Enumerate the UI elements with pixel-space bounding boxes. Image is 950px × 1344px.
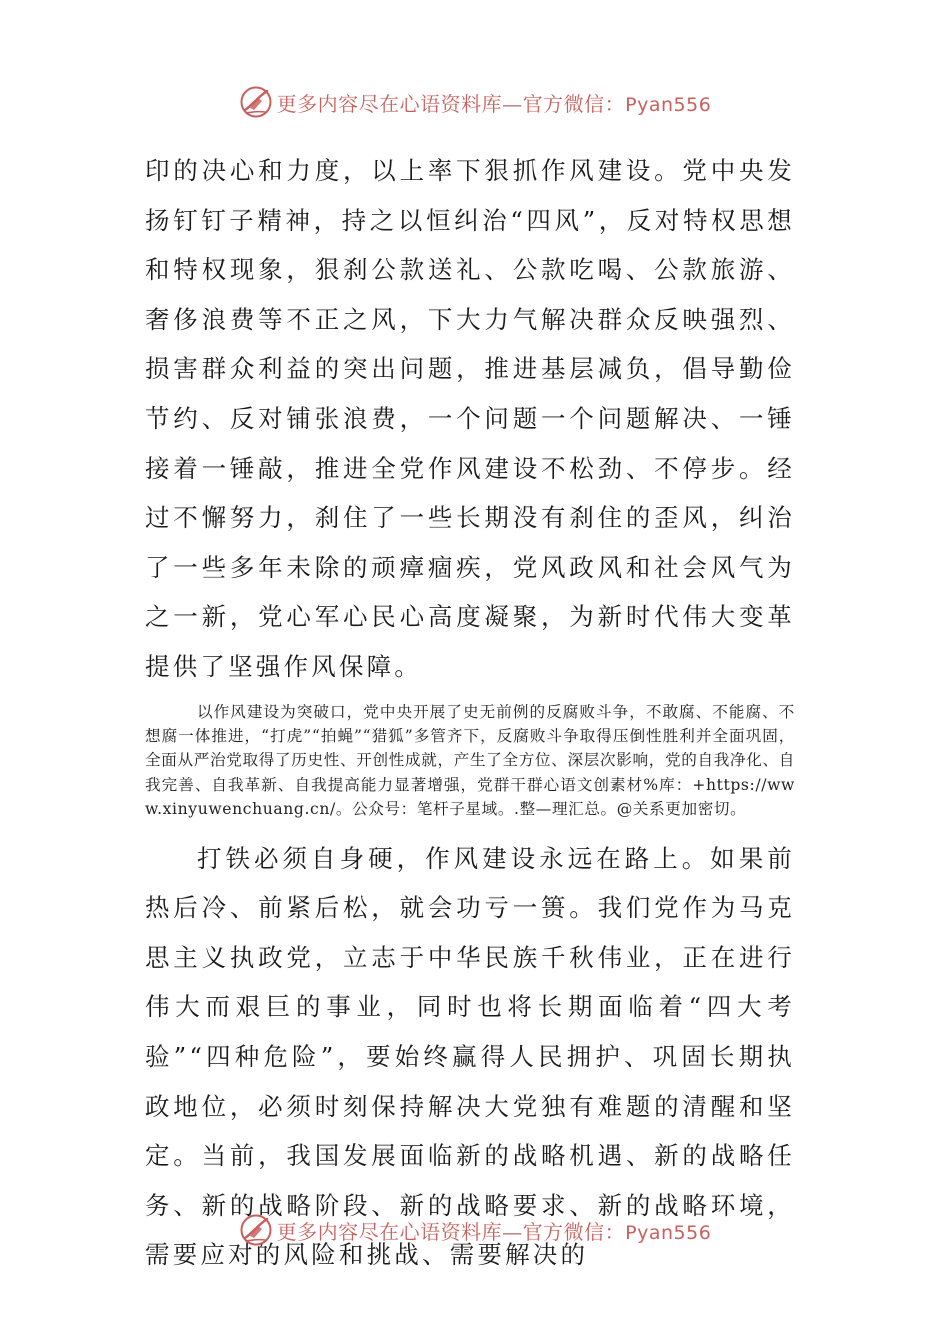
paragraph-2: 以作风建设为突破口，党中央开展了史无前例的反腐败斗争，不敢腐、不能腐、不想腐一体推进，“打虎”“拍蝇”“猎狐”多管齐下，反腐败斗争取得压倒性胜利并全面巩固，全面从严治党取得了历史性、开创性成就，产生了全方位、深层次影响，党的自我净化、自我完善、自我革新、自我提高能力显著增强，党群干群心语文创素材%库：+https://www.xinyuwenchuang.cn/。公众号：笔杆子星域。.整—理汇总。@关系更加密切。 <box>145 702 795 819</box>
footer-banner-text <box>277 1216 712 1245</box>
header-banner-title: 更多内容尽在心语资料库 <box>276 91 503 116</box>
document-body <box>145 146 795 1280</box>
footer-wechat-id: Pyan556 <box>625 1221 712 1244</box>
header-banner-text <box>277 88 712 117</box>
paragraph-1: 印的决心和力度，以上率下狠抓作风建设。党中央发扬钉钉子精神，持之以恒纠治“四风”，反对特权思想和特权现象，狠刹公款送礼、公款吃喝、公款旅游、奢侈浪费等不正之风，下大力气解决群众反映强烈、损害群众利益的突出问题，推进基层减负，倡导勤俭节约、反对铺张浪费，一个问题一个问题解决、一锤接着一锤敲，推进全党作风建设不松劲、不停步。经过不懈努力，刹住了一些长期没有刹住的歪风，纠治了一些多年未除的顽瘴痼疾，党风政风和社会风气为之一新，党心军心民心高度凝聚，为新时代伟大变革提供了坚强作风保障。 <box>145 156 795 681</box>
footer-banner-title: 更多内容尽在心语资料库 <box>276 1219 503 1244</box>
footer-banner-separator: — <box>502 1219 523 1244</box>
footer-wechat-label: 官方微信： <box>522 1219 626 1244</box>
pen-logo-icon <box>239 1213 273 1247</box>
header-banner <box>0 78 950 126</box>
paragraph-3: 打铁必须自身硬，作风建设永远在路上。如果前热后冷、前紧后松，就会功亏一篑。我们党作为马克思主义执政党，立志于中华民族千秋伟业，正在进行伟大而艰巨的事业，同时也将长期面临着“四大考验”“四种危险”，要始终赢得人民拥护、巩固长期执政地位，必须时刻保持解决大党独有难题的清醒和坚定。当前，我国发展面临新的战略机遇、新的战略任务、新的战略阶段、新的战略要求、新的战略环境，需要应对的风险和挑战、需要解决的 <box>145 843 795 1270</box>
header-wechat-label: 官方微信： <box>522 91 626 116</box>
footer-banner <box>0 1206 950 1254</box>
pen-logo-icon <box>239 85 273 119</box>
header-banner-separator: — <box>502 91 523 116</box>
header-wechat-id: Pyan556 <box>625 93 712 116</box>
